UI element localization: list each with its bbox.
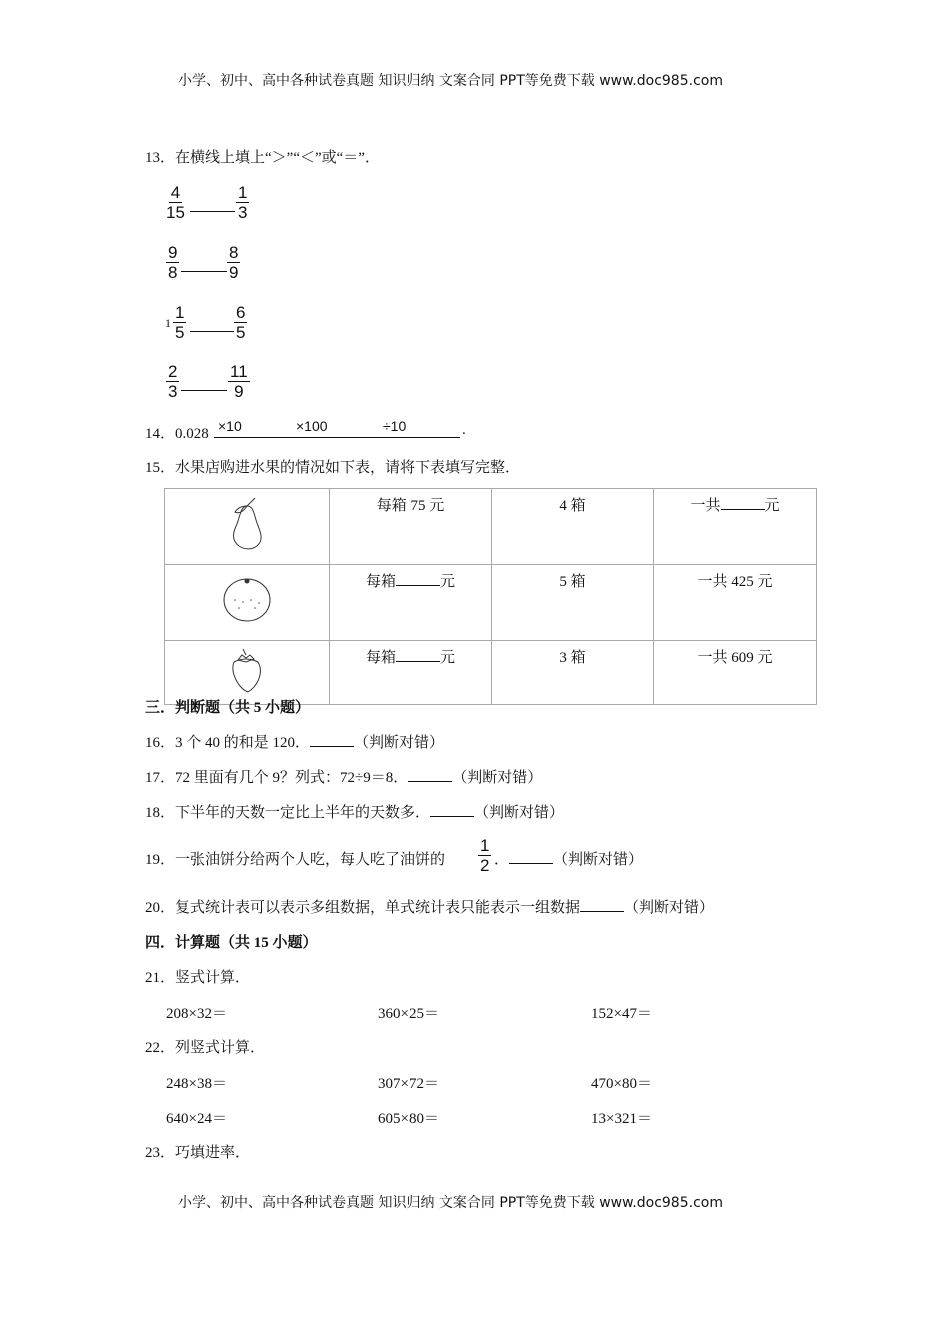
answer-blank[interactable] xyxy=(190,211,235,212)
price-cell xyxy=(330,565,492,641)
pear-icon xyxy=(217,494,277,554)
answer-blank[interactable] xyxy=(181,271,227,272)
hint: （判断对错） xyxy=(452,770,543,786)
total-cell: 一共 609 元 xyxy=(654,641,817,705)
denominator: 8 xyxy=(168,263,178,282)
answer-blank[interactable] xyxy=(580,899,624,912)
denominator: 2 xyxy=(480,856,490,875)
question-21: 21．竖式计算． xyxy=(145,970,251,986)
answer-blank[interactable] xyxy=(396,573,440,586)
question-text: 20．复式统计表可以表示多组数据，单式统计表只能表示一组数据 xyxy=(145,900,581,916)
label: 每箱 xyxy=(365,574,396,590)
period: ． xyxy=(494,852,510,868)
answer-blank[interactable] xyxy=(310,734,354,747)
numerator: 1 xyxy=(175,303,185,322)
question-text: 17．72 里面有几个 9？列式：72÷9＝8． xyxy=(145,770,409,786)
total-cell: 一共 425 元 xyxy=(654,565,817,641)
hint: （判断对错） xyxy=(624,900,715,916)
label: 元 xyxy=(764,498,780,514)
orange-image xyxy=(165,565,330,641)
numerator: 4 xyxy=(170,183,181,202)
denominator: 5 xyxy=(236,323,246,342)
question-text: 19．一张油饼分给两个人吃，每人吃了油饼的 xyxy=(145,852,446,868)
question-13: 13．在横线上填上“＞”“＜”或“＝”． xyxy=(145,150,380,166)
label: 元 xyxy=(440,574,456,590)
numerator: 9 xyxy=(168,243,178,262)
calc-item: 605×80＝ xyxy=(378,1111,439,1127)
answer-blank[interactable] xyxy=(190,331,234,332)
denominator: 9 xyxy=(229,263,239,282)
orange-icon xyxy=(217,570,277,626)
boxes-cell: 5 箱 xyxy=(492,565,654,641)
total-cell xyxy=(654,489,817,565)
operation-label: ÷10 xyxy=(383,418,407,434)
question-17 xyxy=(145,766,542,787)
whole-number: 1 xyxy=(165,316,171,330)
answer-blank[interactable] xyxy=(408,769,452,782)
table-row xyxy=(165,641,817,705)
period: . xyxy=(462,422,466,438)
label: 一共 xyxy=(690,498,721,514)
boxes-cell: 4 箱 xyxy=(492,489,654,565)
page-header: 小学、初中、高中各种试卷真题 知识归纳 文案合同 PPT等免费下载 www.doc985.com xyxy=(178,73,723,89)
answer-blank[interactable] xyxy=(396,649,440,662)
boxes-cell: 3 箱 xyxy=(492,641,654,705)
numerator: 6 xyxy=(236,303,246,322)
section-4-title: 四．计算题（共 15 小题） xyxy=(145,935,318,951)
question-22: 22．列竖式计算． xyxy=(145,1040,266,1056)
table-row xyxy=(165,489,817,565)
answer-blank[interactable] xyxy=(509,851,553,864)
denominator: 3 xyxy=(168,382,178,401)
question-14: 14．0.028 xyxy=(145,426,209,442)
question-19-tail xyxy=(494,848,643,869)
operation-label: ×100 xyxy=(296,418,328,434)
numerator: 2 xyxy=(168,362,178,381)
question-20 xyxy=(145,896,714,917)
answer-chain-line[interactable] xyxy=(214,437,460,438)
hint: （判断对错） xyxy=(354,735,445,751)
pear-image xyxy=(165,489,330,565)
calc-item: 307×72＝ xyxy=(378,1076,439,1092)
numerator: 8 xyxy=(229,243,239,262)
numerator: 1 xyxy=(480,836,490,855)
answer-blank[interactable] xyxy=(430,804,474,817)
denominator: 3 xyxy=(238,203,248,222)
question-18 xyxy=(145,801,564,822)
calc-item: 152×47＝ xyxy=(591,1006,652,1022)
question-text: 18．下半年的天数一定比上半年的天数多． xyxy=(145,805,431,821)
strawberry-image xyxy=(165,641,330,705)
answer-blank[interactable] xyxy=(181,390,227,391)
numerator: 1 xyxy=(238,183,248,202)
label: 元 xyxy=(440,650,456,666)
table-row xyxy=(165,565,817,641)
question-19 xyxy=(145,848,445,869)
operation-label: ×10 xyxy=(218,418,242,434)
calc-item: 470×80＝ xyxy=(591,1076,652,1092)
calc-item: 13×321＝ xyxy=(591,1111,652,1127)
calc-item: 640×24＝ xyxy=(166,1111,227,1127)
question-23: 23．巧填进率． xyxy=(145,1145,251,1161)
page-footer: 小学、初中、高中各种试卷真题 知识归纳 文案合同 PPT等免费下载 www.doc985.com xyxy=(178,1195,723,1211)
price-cell xyxy=(330,641,492,705)
calc-item: 360×25＝ xyxy=(378,1006,439,1022)
denominator: 15 xyxy=(166,203,185,222)
question-16 xyxy=(145,731,444,752)
question-text: 16．3 个 40 的和是 120． xyxy=(145,735,311,751)
numerator: 11 xyxy=(230,362,248,381)
price-cell: 每箱 75 元 xyxy=(330,489,492,565)
fruit-table xyxy=(164,488,817,705)
strawberry-icon xyxy=(222,646,272,696)
denominator: 9 xyxy=(234,382,244,401)
calc-item: 208×32＝ xyxy=(166,1006,227,1022)
question-15: 15．水果店购进水果的情况如下表，请将下表填写完整． xyxy=(145,460,521,476)
calc-item: 248×38＝ xyxy=(166,1076,227,1092)
hint: （判断对错） xyxy=(474,805,565,821)
answer-blank[interactable] xyxy=(721,497,765,510)
label: 每箱 xyxy=(365,650,396,666)
hint: （判断对错） xyxy=(553,852,644,868)
section-3-title: 三．判断题（共 5 小题） xyxy=(145,700,311,716)
denominator: 5 xyxy=(175,323,185,342)
